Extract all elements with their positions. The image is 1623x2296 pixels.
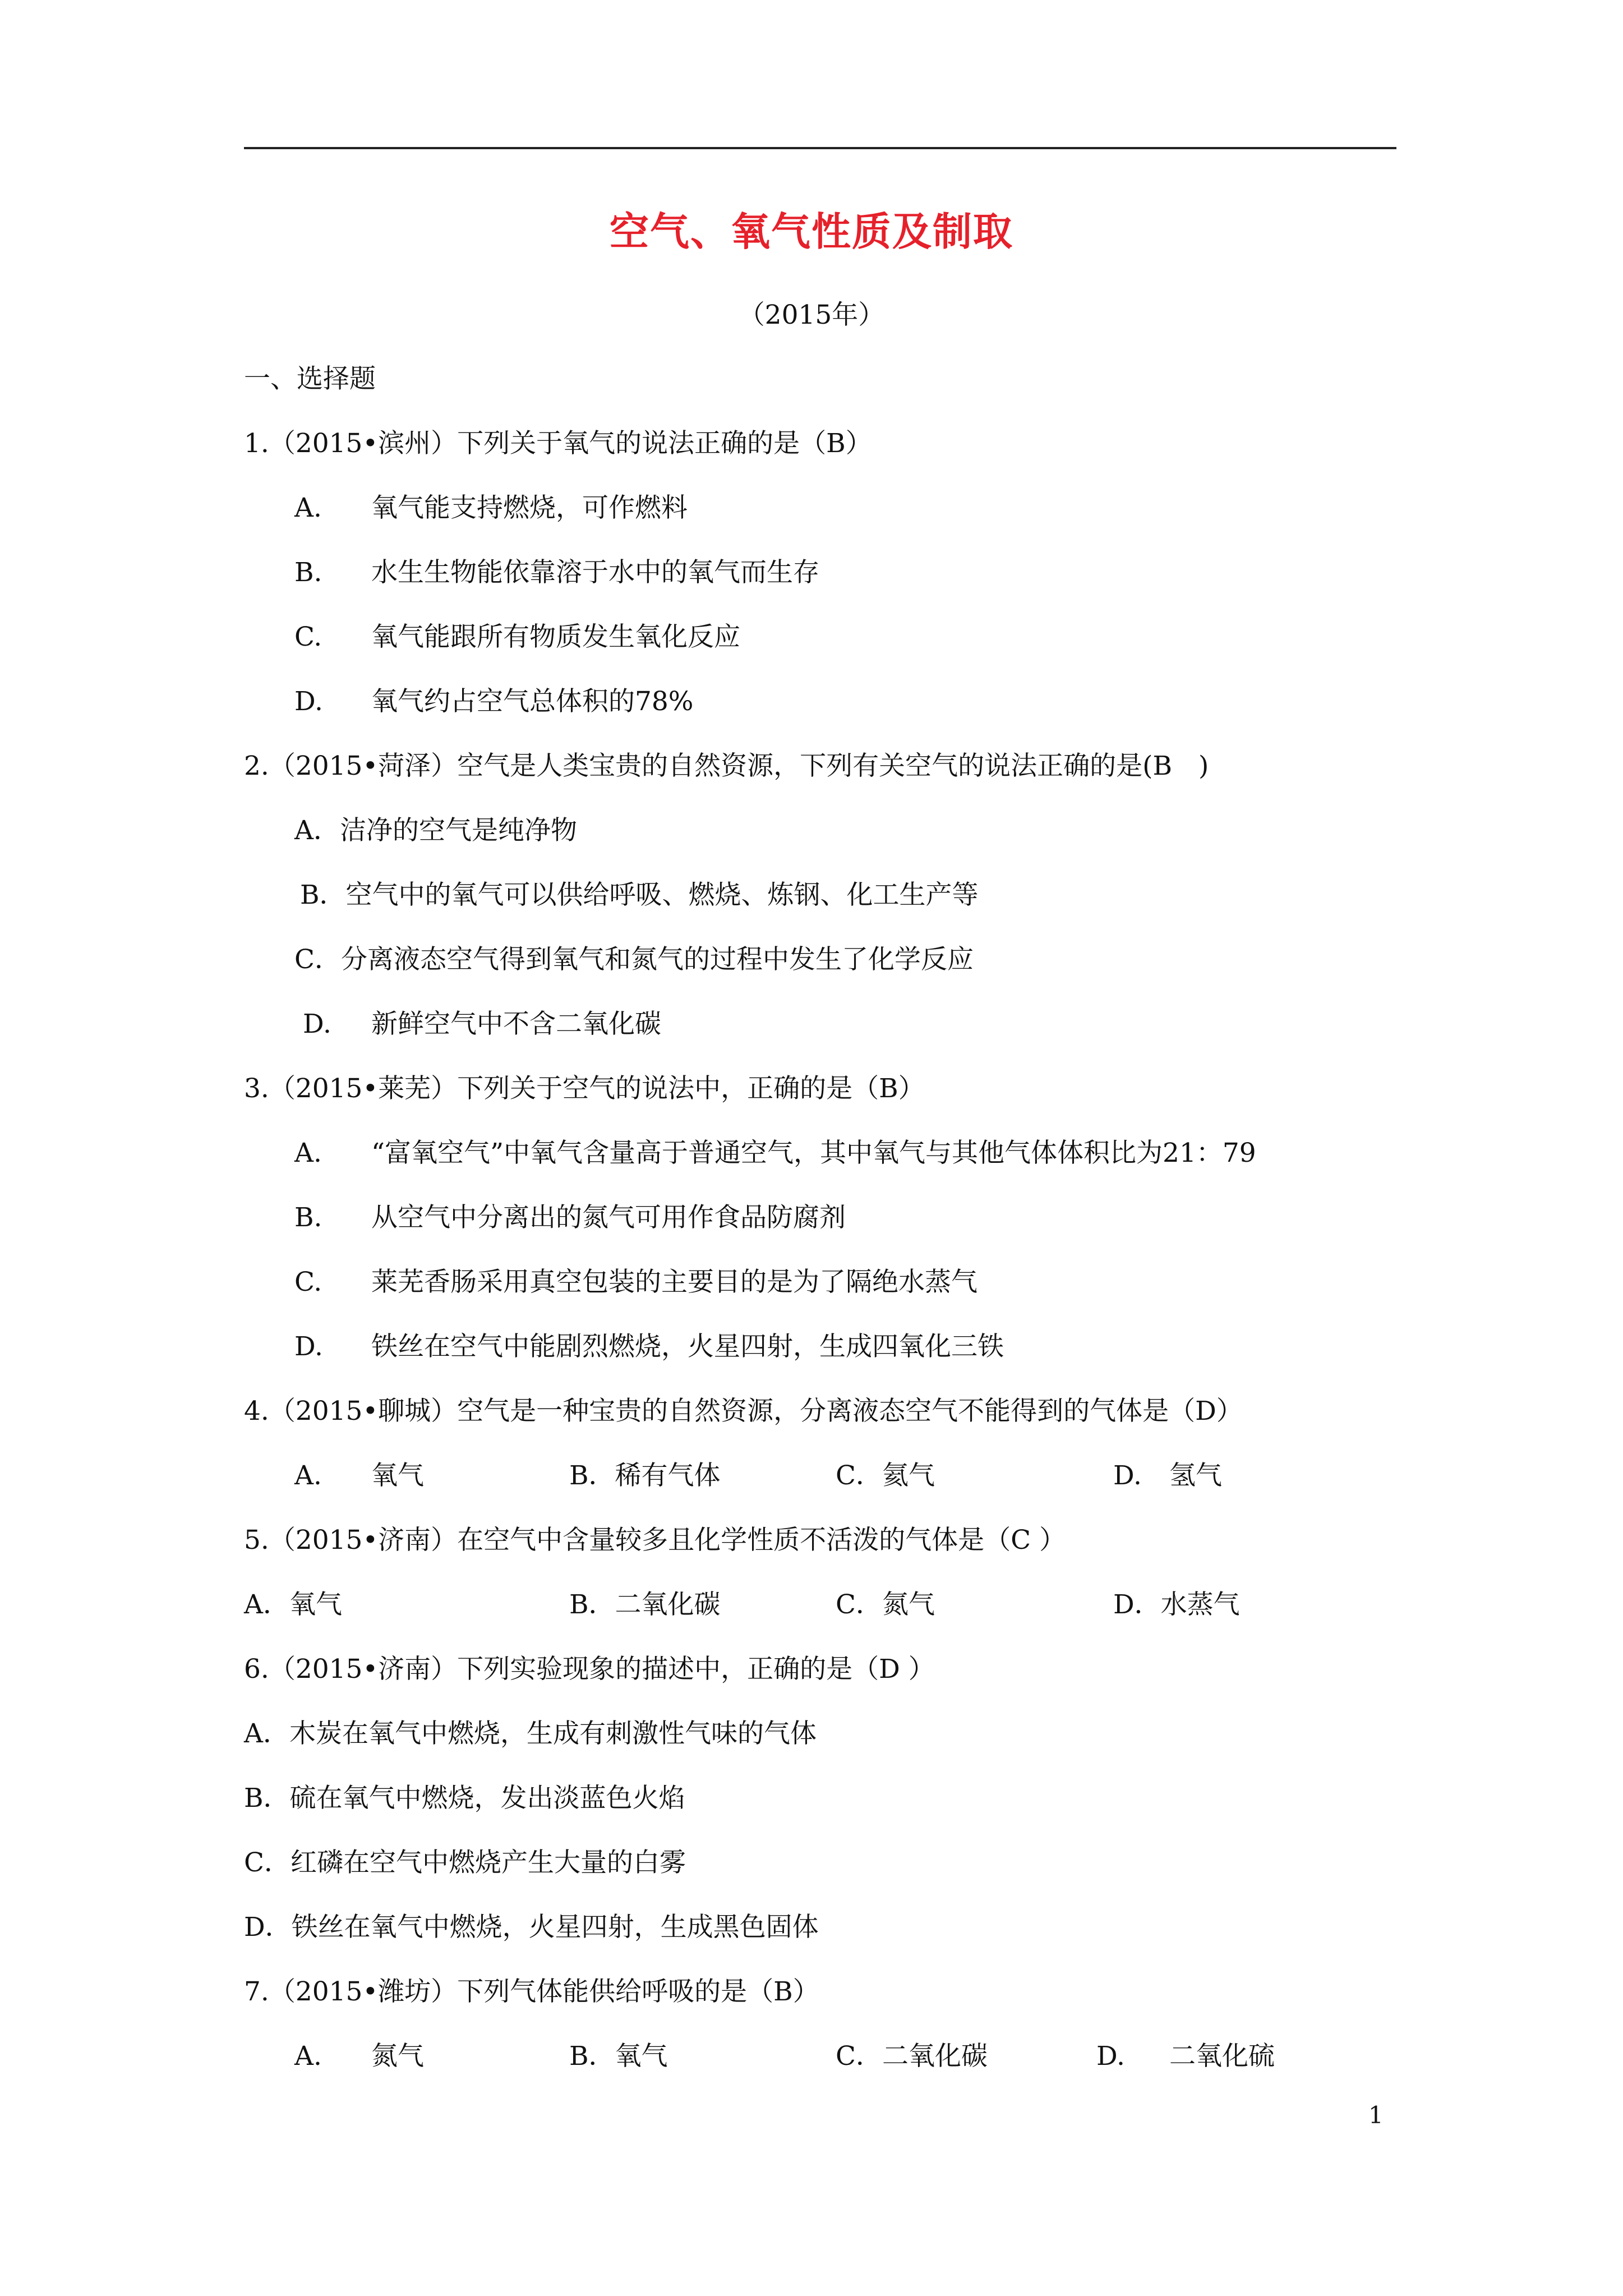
question-4-option-d-letter: D.	[1113, 1460, 1142, 1491]
question-3-stem: 3.（2015•莱芜）下列关于空气的说法中，正确的是（B）	[244, 1073, 925, 1104]
question-4-stem: 4.（2015•聊城）空气是一种宝贵的自然资源，分离液态空气不能得到的气体是（D）	[244, 1396, 1243, 1427]
document-year: （2015年）	[738, 300, 885, 330]
question-6-option-d: D．铁丝在氧气中燃烧，火星四射，生成黑色固体	[244, 1912, 819, 1943]
question-5-stem: 5.（2015•济南）在空气中含量较多且化学性质不活泼的气体是（C ）	[244, 1525, 1066, 1556]
question-5-option-a: A．氧气	[244, 1589, 342, 1620]
question-1-option-c: 氧气能跟所有物质发生氧化反应	[371, 622, 740, 652]
section-heading: 一、选择题	[244, 364, 376, 394]
header-rule	[244, 147, 1396, 149]
question-1-option-b-letter: B.	[294, 557, 322, 588]
question-7-option-c: C．二氧化碳	[836, 2041, 988, 2072]
question-2-option-b: B．空气中的氧气可以供给呼吸、燃烧、炼钢、化工生产等	[300, 880, 979, 910]
question-4-option-a: 氧气	[371, 1460, 424, 1491]
question-4-option-b: B．稀有气体	[569, 1460, 721, 1491]
question-7-option-b: B．氧气	[569, 2041, 668, 2072]
question-3-option-b-letter: B.	[294, 1202, 322, 1233]
question-4-option-c: C．氦气	[836, 1460, 935, 1491]
page-number: 1	[1368, 2101, 1384, 2129]
question-3-option-c: 莱芜香肠采用真空包装的主要目的是为了隔绝水蒸气	[371, 1267, 978, 1297]
question-6-option-b: B．硫在氧气中燃烧，发出淡蓝色火焰	[244, 1783, 685, 1814]
question-7-stem: 7.（2015•潍坊）下列气体能供给呼吸的是（B）	[244, 1976, 819, 2007]
question-4-option-d: 氢气	[1169, 1460, 1222, 1491]
question-2-option-c: C．分离液态空气得到氧气和氮气的过程中发生了化学反应	[294, 944, 974, 975]
question-3-option-d: 铁丝在空气中能剧烈燃烧，火星四射，生成四氧化三铁	[371, 1331, 1004, 1362]
question-1-option-c-letter: C.	[294, 622, 322, 652]
question-2-option-d: 新鲜空气中不含二氧化碳	[371, 1009, 661, 1039]
question-6-option-a: A．木炭在氧气中燃烧，生成有刺激性气味的气体	[244, 1718, 817, 1749]
question-1-option-a: 氧气能支持燃烧，可作燃料	[371, 493, 688, 523]
question-3-option-c-letter: C.	[294, 1267, 322, 1297]
question-6-option-c: C．红磷在空气中燃烧产生大量的白雾	[244, 1847, 686, 1878]
question-3-option-a-letter: A.	[294, 1138, 322, 1168]
question-6-stem: 6.（2015•济南）下列实验现象的描述中，正确的是（D ）	[244, 1654, 935, 1685]
question-1-option-d-letter: D.	[294, 686, 323, 717]
question-7-option-a-letter: A.	[294, 2041, 322, 2072]
question-7-option-d: 二氧化硫	[1169, 2041, 1275, 2072]
question-1-option-b: 水生生物能依靠溶于水中的氧气而生存	[371, 557, 819, 588]
question-5-option-d: D．水蒸气	[1113, 1589, 1240, 1620]
question-1-option-a-letter: A.	[294, 493, 322, 523]
question-2-option-a: A．洁净的空气是纯净物	[294, 815, 577, 846]
question-1-option-d: 氧气约占空气总体积的78%	[371, 686, 694, 717]
question-5-option-b: B．二氧化碳	[569, 1589, 721, 1620]
question-2-stem: 2.（2015•菏泽）空气是人类宝贵的自然资源，下列有关空气的说法正确的是(B )	[244, 751, 1209, 781]
question-4-option-a-letter: A.	[294, 1460, 322, 1491]
question-3-option-b: 从空气中分离出的氮气可用作食品防腐剂	[371, 1202, 846, 1233]
question-1-stem: 1.（2015•滨州）下列关于氧气的说法正确的是（B）	[244, 428, 872, 459]
document-title: 空气、氧气性质及制取	[610, 208, 1013, 255]
question-5-option-c: C．氮气	[836, 1589, 935, 1620]
question-7-option-d-letter: D.	[1096, 2041, 1125, 2072]
question-3-option-d-letter: D.	[294, 1331, 323, 1362]
question-3-option-a: “富氧空气”中氧气含量高于普通空气，其中氧气与其他气体体积比为21：79	[371, 1138, 1256, 1168]
question-2-option-d-letter: D.	[303, 1009, 331, 1039]
question-7-option-a: 氮气	[371, 2041, 424, 2072]
